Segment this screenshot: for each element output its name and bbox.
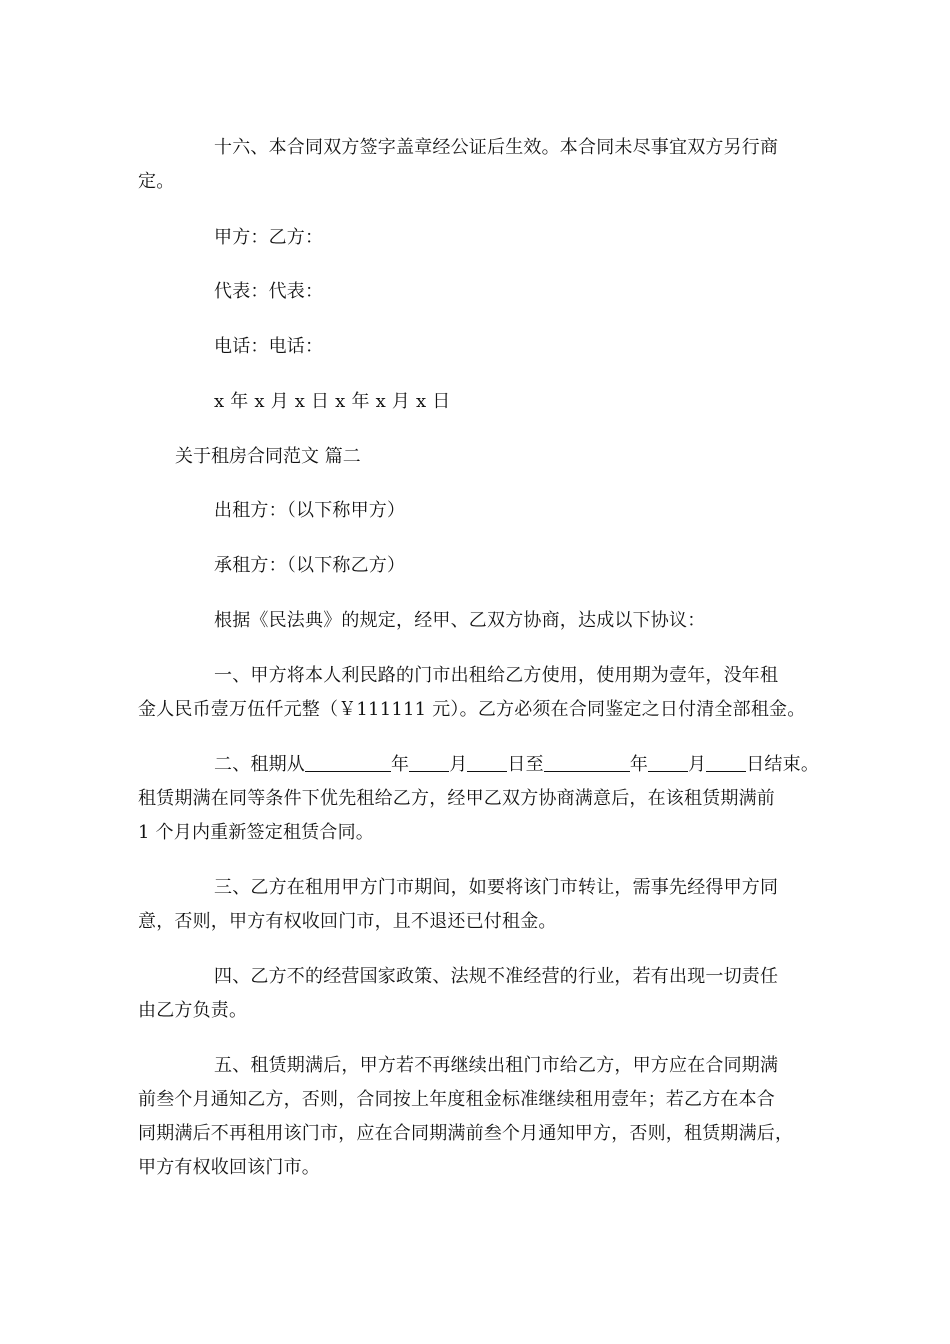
signature-party-text: 甲方：乙方：: [214, 227, 324, 248]
clause-2-year-start: 年: [391, 754, 410, 775]
blank-month-end: [648, 753, 688, 772]
preamble: [138, 604, 828, 638]
clause-4-line-1: 四、乙方不的经营国家政策、法规不准经营的行业，若有出现一切责任: [214, 966, 779, 987]
clause-2-line-1: [138, 748, 828, 782]
clause-2-day-start: 日至: [507, 754, 544, 775]
blank-year-end: [544, 753, 630, 772]
clause-2-month-start: 月: [449, 754, 468, 775]
clause-2-prefix: 二、租期从: [214, 754, 305, 775]
blank-day-end: [706, 753, 746, 772]
clause-1-line-1: 一、甲方将本人利民路的门市出租给乙方使用，使用期为壹年，没年租: [214, 665, 779, 686]
clause-3-line-1: 三、乙方在租用甲方门市期间，如要将该门市转让，需事先经得甲方同: [214, 877, 779, 898]
clause-4-line-2: 由乙方负责。: [138, 1000, 248, 1021]
clause-16: [138, 131, 828, 199]
signature-representative: [138, 275, 828, 309]
signature-date: [138, 385, 828, 419]
clause-5: [138, 1049, 828, 1185]
signature-party: [138, 221, 828, 255]
clause-5-line-4: 甲方有权收回该门市。: [138, 1157, 320, 1178]
lessee-text: 承租方：（以下称乙方）: [214, 555, 406, 576]
signature-representative-text: 代表：代表：: [214, 281, 324, 302]
preamble-text: 根据《民法典》的规定，经甲、乙双方协商，达成以下协议：: [214, 610, 706, 631]
lessee-line: [138, 549, 828, 583]
clause-4: [138, 960, 828, 1028]
blank-month-start: [409, 753, 449, 772]
clause-2: [138, 748, 828, 850]
clause-2-line-3: 1 个月内重新签定租赁合同。: [138, 822, 374, 843]
clause-16-line-2: 定。: [138, 171, 175, 192]
signature-phone-text: 电话：电话：: [214, 336, 324, 357]
clause-5-line-2: 前叁个月通知乙方，否则，合同按上年度租金标准继续租用壹年；若乙方在本合: [138, 1089, 775, 1110]
blank-day-start: [467, 753, 507, 772]
clause-2-day-end: 日结束。: [746, 754, 820, 775]
clause-1: [138, 659, 828, 727]
lessor-text: 出租方：（以下称甲方）: [214, 500, 406, 521]
section-title: 关于租房合同范文 篇二: [175, 446, 361, 467]
clause-3-line-2: 意，否则，甲方有权收回门市，且不退还已付租金。: [138, 911, 557, 932]
clause-1-line-2: 金人民币壹万伍仟元整（￥111111 元）。乙方必须在合同鉴定之日付清全部租金。: [138, 699, 806, 720]
clause-3: [138, 871, 828, 939]
clause-2-line-2: 租赁期满在同等条件下优先租给乙方，经甲乙双方协商满意后，在该租赁期满前: [138, 788, 775, 809]
blank-year-start: [305, 753, 391, 772]
clause-2-month-end: 月: [688, 754, 707, 775]
signature-date-text: x 年 x 月 x 日 x 年 x 月 x 日: [214, 391, 451, 412]
lessor-line: [138, 494, 828, 528]
clause-5-line-1: 五、租赁期满后，甲方若不再继续出租门市给乙方，甲方应在合同期满: [214, 1055, 779, 1076]
signature-phone: [138, 330, 828, 364]
clause-16-line-1: 十六、本合同双方签字盖章经公证后生效。本合同未尽事宜双方另行商: [214, 137, 779, 158]
clause-5-line-3: 同期满后不再租用该门市，应在合同期满前叁个月通知甲方，否则，租赁期满后，: [138, 1123, 794, 1144]
clause-2-year-end: 年: [629, 754, 649, 775]
